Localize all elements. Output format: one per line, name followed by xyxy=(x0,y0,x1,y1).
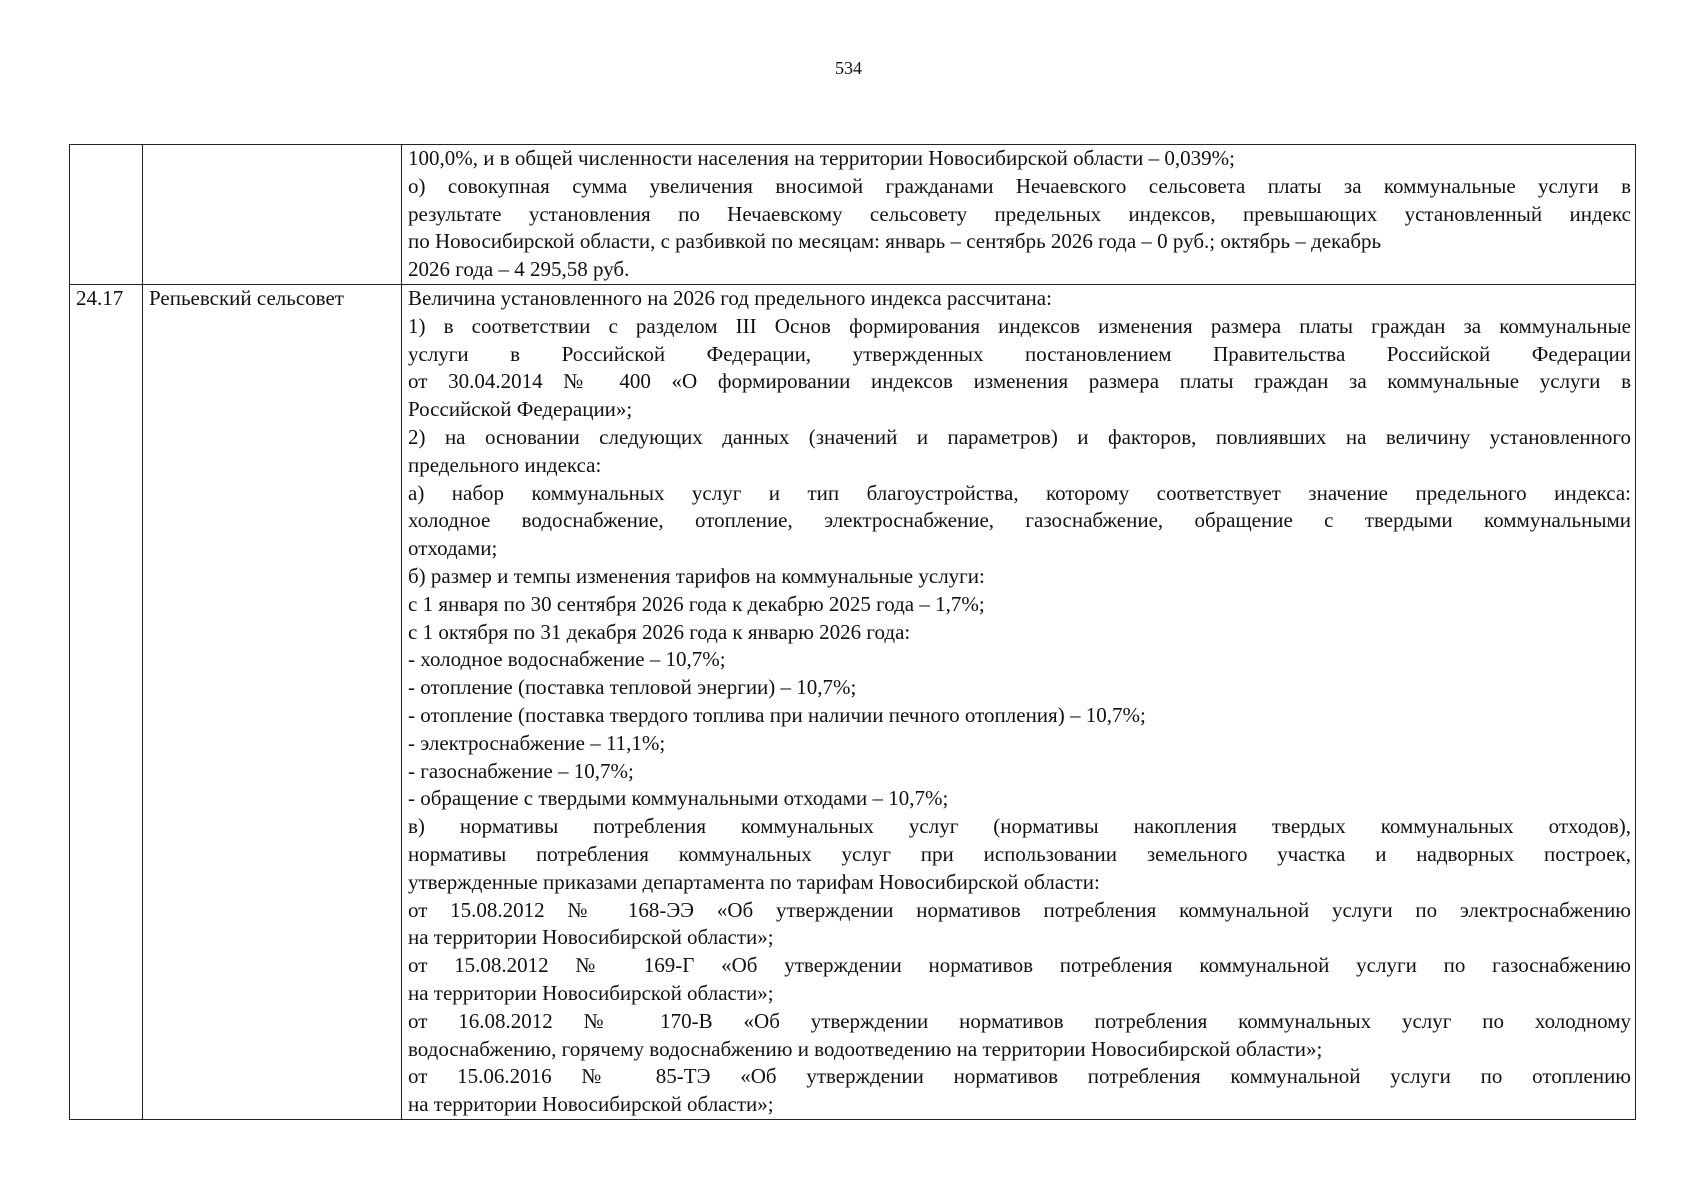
text-line: - отопление (поставка твердого топлива при наличии печного отопления) – 10,7%; xyxy=(408,702,1146,727)
table-body xyxy=(70,145,1636,1120)
text-line: - газоснабжение – 10,7%; xyxy=(408,758,634,783)
text-line: 2026 года – 4 295,58 руб. xyxy=(408,257,630,282)
text-line: на территории Новосибирской области»; xyxy=(408,925,774,950)
text-line: от 16.08.2012 № 170-В «Об утверждении нормативов потребления коммунальных услуг по холодному xyxy=(408,1008,1631,1033)
text-line: от 15.08.2012 № 169-Г «Об утверждении нормативов потребления коммунальной услуги по газоснабжению xyxy=(408,953,1631,978)
text-line: о) совокупная сумма увеличения вносимой гражданами Нечаевского сельсовета платы за коммунальные услуги в xyxy=(408,173,1631,198)
table-row xyxy=(70,145,1636,285)
text-line: от 15.06.2016 № 85-ТЭ «Об утверждении нормативов потребления коммунальной услуги по отоплению xyxy=(408,1064,1631,1089)
text-line: с 1 октября по 31 декабря 2026 года к январю 2026 года: xyxy=(408,619,911,644)
description-cell xyxy=(402,284,1636,1119)
text-line: Величина установленного на 2026 год предельного индекса рассчитана: xyxy=(408,285,1052,310)
text-line: 1) в соответствии с разделом III Основ формирования индексов изменения размера платы граждан за коммунальные xyxy=(408,313,1631,338)
tariff-table xyxy=(69,144,1636,1120)
text-line: с 1 января по 30 сентября 2026 года к декабрю 2025 года – 1,7%; xyxy=(408,591,985,616)
text-line: от 30.04.2014 № 400 «О формировании индексов изменения размера платы граждан за коммунальные услуги в xyxy=(408,369,1631,394)
table-row xyxy=(70,284,1636,1119)
text-line: 2) на основании следующих данных (значений и параметров) и факторов, повлиявших на величину установленного xyxy=(408,424,1631,449)
text-line: по Новосибирской области, с разбивкой по месяцам: январь – сентябрь 2026 года – 0 руб.; октябрь – декабрь xyxy=(408,229,1382,254)
text-line: Российской Федерации»; xyxy=(408,397,633,422)
text-line: услуги в Российской Федерации, утвержденных постановлением Правительства Российской Федерации xyxy=(408,341,1631,366)
text-line: на территории Новосибирской области»; xyxy=(408,1092,774,1117)
municipality-name-cell: Репьевский сельсовет xyxy=(143,284,402,1119)
text-line: б) размер и темпы изменения тарифов на коммунальные услуги: xyxy=(408,563,985,588)
text-line: в) нормативы потребления коммунальных услуг (нормативы накопления твердых коммунальных отходов), xyxy=(408,814,1631,839)
text-line: - электроснабжение – 11,1%; xyxy=(408,730,666,755)
text-line: 100,0%, и в общей численности населения на территории Новосибирской области – 0,039%; xyxy=(408,146,1235,170)
text-line: нормативы потребления коммунальных услуг при использовании земельного участка и надворных построек, xyxy=(408,841,1631,866)
municipality-name-cell xyxy=(143,145,402,285)
page-number: 534 xyxy=(835,58,862,78)
text-line: результате установления по Нечаевскому сельсовету предельных индексов, превышающих установленный индекс xyxy=(408,201,1631,226)
text-line: на территории Новосибирской области»; xyxy=(408,980,774,1005)
row-number-cell: 24.17 xyxy=(70,284,143,1119)
text-line: водоснабжению, горячему водоснабжению и водоотведению на территории Новосибирской области»; xyxy=(408,1036,1323,1061)
row-number-cell xyxy=(70,145,143,285)
text-line: утвержденные приказами департамента по тарифам Новосибирской области: xyxy=(408,869,1100,894)
text-line: от 15.08.2012 № 168-ЭЭ «Об утверждении нормативов потребления коммунальной услуги по электроснабжению xyxy=(408,897,1631,922)
text-line: холодное водоснабжение, отопление, электроснабжение, газоснабжение, обращение с твердыми коммунальными xyxy=(408,508,1631,533)
text-line: а) набор коммунальных услуг и тип благоустройства, которому соответствует значение предельного индекса: xyxy=(408,480,1631,505)
description-cell xyxy=(402,145,1636,285)
text-line: отходами; xyxy=(408,536,498,561)
text-line: - отопление (поставка тепловой энергии) – 10,7%; xyxy=(408,675,857,700)
text-line: предельного индекса: xyxy=(408,452,602,477)
text-line: - холодное водоснабжение – 10,7%; xyxy=(408,647,726,672)
text-line: - обращение с твердыми коммунальными отходами – 10,7%; xyxy=(408,786,949,811)
